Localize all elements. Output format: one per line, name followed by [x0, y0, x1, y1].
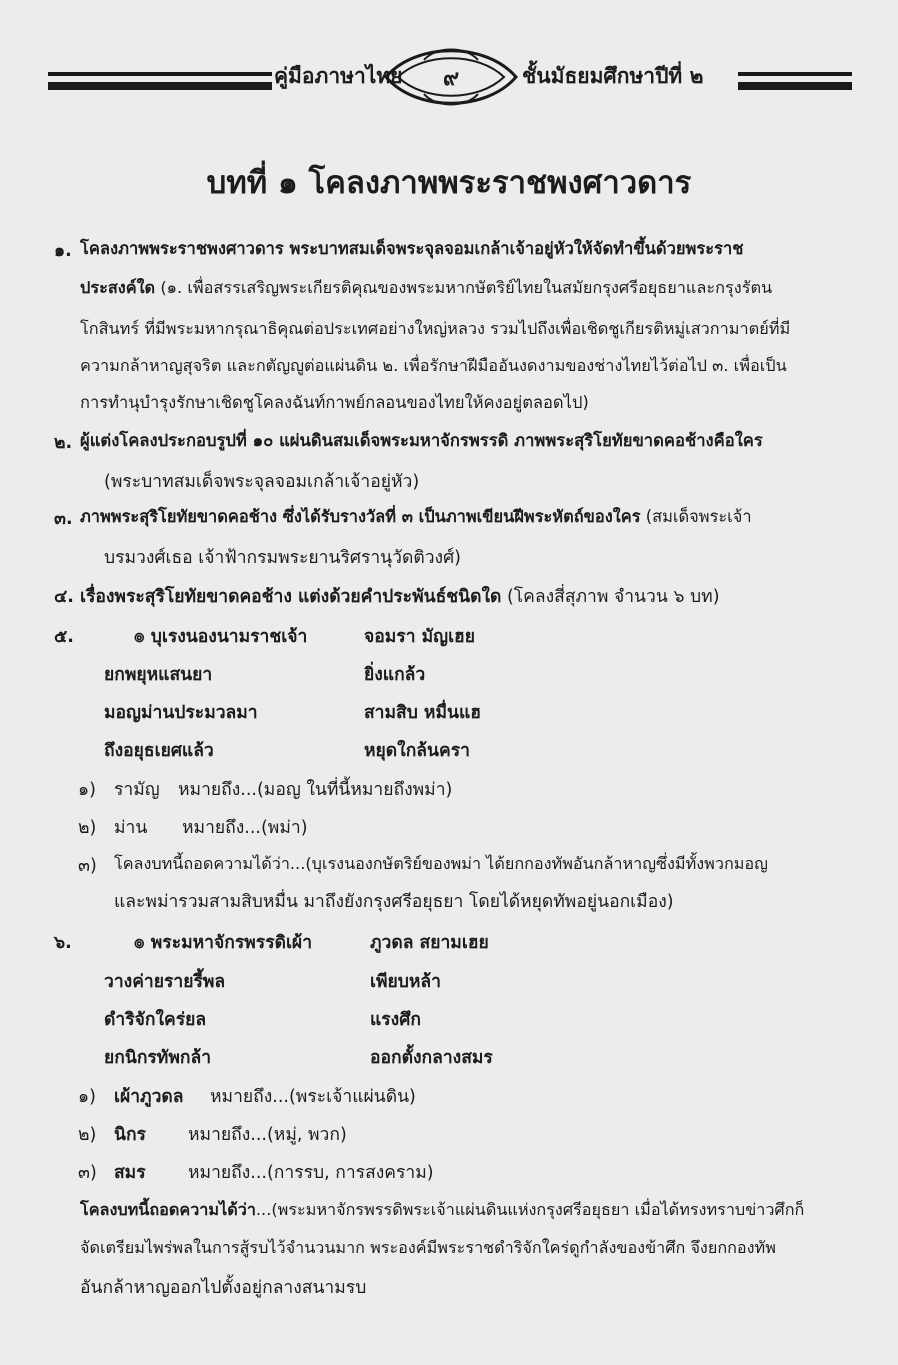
q5-poem-right-2: ยิ่งแกล้ว	[364, 665, 426, 685]
q6-item-3-num: ๓)	[78, 1163, 97, 1183]
q6-poem-right-4: ออกตั้งกลางสมร	[370, 1048, 493, 1068]
q6-poem-left-1: ๏ พระมหาจักรพรรดิเผ้า	[134, 933, 313, 953]
q3-question: ภาพพระสุริโยทัยขาดคอช้าง ซึ่งได้รับรางวัลที่ ๓ เป็นภาพเขียนฝีพระหัตถ์ของใคร	[80, 507, 641, 526]
q5-item-1-meaning: หมายถึง...(มอญ ในที่นี้หมายถึงพม่า)	[178, 780, 453, 800]
q6-poem-right-3: แรงศึก	[370, 1010, 421, 1030]
q6-item-1-word: เผ้าภูวดล	[114, 1087, 184, 1107]
header-rule-right-top	[738, 72, 852, 76]
q6-item-1-meaning: หมายถึง...(พระเจ้าแผ่นดิน)	[210, 1087, 416, 1107]
q1-answer-line-1	[80, 275, 772, 301]
header-rule-left-top	[48, 72, 272, 76]
q6-summary-line-1	[80, 1197, 804, 1223]
q6-summary-3: อันกล้าหาญออกไปตั้งอยู่กลางสนามรบ	[80, 1278, 367, 1298]
q5-poem-right-3: สามสิบ หมื่นแฮ	[364, 703, 481, 723]
q6-summary-2: จัดเตรียมไพร่พลในการสู้รบไว้จำนวนมาก พระองค์มีพระราชดำริจักใคร่ดูกำลังของข้าศึก จึงยกกองทัพ	[80, 1238, 776, 1257]
q6-num: ๖.	[54, 933, 72, 953]
chapter-title: บทที่ ๑ โคลงภาพพระราชพงศาวดาร	[206, 165, 692, 201]
q1-question-cont: ประสงค์ใด	[80, 278, 156, 297]
q4-question: เรื่องพระสุริโยทัยขาดคอช้าง แต่งด้วยคำประพันธ์ชนิดใด	[80, 587, 502, 607]
q6-item-2-num: ๒)	[78, 1125, 97, 1145]
q2-answer: (พระบาทสมเด็จพระจุลจอมเกล้าเจ้าอยู่หัว)	[104, 472, 420, 492]
q3-line-1	[80, 504, 752, 530]
q5-poem-right-1: จอมรา มัญเฮย	[364, 627, 475, 647]
q5-item-3-num: ๓)	[78, 856, 97, 876]
page-number: ๙	[442, 66, 460, 91]
q1-answer-2: โกสินทร์ ที่มีพระมหากรุณาธิคุณต่อประเทศอย่างใหญ่หลวง รวมไปถึงเพื่อเชิดชูเกียรติหมู่เสวกามาตย์ที่มี	[80, 319, 791, 338]
q6-item-3-word: สมร	[114, 1163, 146, 1183]
q5-item-2-num: ๒)	[78, 818, 97, 838]
q5-item-1-word: รามัญ	[114, 780, 160, 800]
header-left-title: คู่มือภาษาไทย	[274, 64, 403, 88]
q5-item-3-text-2: และพม่ารวมสามสิบหมื่น มาถึงยังกรุงศรีอยุธยา โดยได้หยุดทัพอยู่นอกเมือง)	[114, 892, 674, 912]
q6-poem-right-1: ภูวดล สยามเฮย	[370, 933, 489, 953]
q1-question: โคลงภาพพระราชพงศาวดาร พระบาทสมเด็จพระจุลจอมเกล้าเจ้าอยู่หัวให้จัดทำขึ้นด้วยพระราช	[80, 239, 744, 258]
q6-poem-left-4: ยกนิกรทัพกล้า	[104, 1048, 212, 1068]
q3-answer-1: (สมเด็จพระเจ้า	[640, 507, 752, 526]
q6-summary-label: โคลงบทนี้ถอดความได้ว่า	[80, 1200, 256, 1219]
q5-poem-left-3: มอญม่านประมวลมา	[104, 703, 258, 723]
q6-poem-right-2: เพียบหล้า	[370, 972, 441, 992]
q1-num: ๑.	[54, 241, 72, 261]
q4-answer: (โคลงสี่สุภาพ จำนวน ๖ บท)	[501, 587, 720, 607]
q5-poem-right-4: หยุดใกล้นครา	[364, 741, 470, 761]
q2-question: ผู้แต่งโคลงประกอบรูปที่ ๑๐ แผ่นดินสมเด็จพระมหาจักรพรรดิ ภาพพระสุริโยทัยขาดคอช้างคือใคร	[80, 431, 763, 450]
q5-poem-left-4: ถึงอยุธเยศแล้ว	[104, 741, 214, 761]
q5-item-1-num: ๑)	[78, 780, 96, 800]
q2-num: ๒.	[54, 433, 73, 453]
q6-poem-left-3: ดำริจักใคร่ยล	[104, 1010, 207, 1030]
q5-item-2-meaning: หมายถึง...(พม่า)	[182, 818, 308, 838]
q1-answer-4: การทำนุบำรุงรักษาเชิดชูโคลงฉันท์กาพย์กลอนของไทยให้คงอยู่ตลอดไป)	[80, 393, 589, 412]
q6-item-2-meaning: หมายถึง...(หมู่, พวก)	[188, 1125, 347, 1145]
q5-num: ๕.	[54, 627, 74, 647]
q6-summary-1: ...(พระมหาจักรพรรดิพระเจ้าแผ่นดินแห่งกรุงศรีอยุธยา เมื่อได้ทรงทราบข่าวศึกก็	[255, 1200, 805, 1219]
header-right-title: ชั้นมัธยมศึกษาปีที่ ๒	[522, 64, 704, 88]
q6-poem-left-2: วางค่ายรายรี้พล	[104, 972, 226, 992]
q5-poem-left-2: ยกพยุหแสนยา	[104, 665, 213, 685]
q3-answer-2: บรมวงศ์เธอ เจ้าฟ้ากรมพระยานริศรานุวัดติวงศ์)	[104, 548, 462, 568]
q6-item-3-meaning: หมายถึง...(การรบ, การสงคราม)	[188, 1163, 434, 1183]
q5-item-3-text-1: โคลงบทนี้ถอดความได้ว่า...(บุเรงนองกษัตริย์ของพม่า ได้ยกกองทัพอันกล้าหาญซึ่งมีทั้งพวกมอญ	[114, 854, 768, 873]
q4-line	[80, 582, 720, 610]
header-rule-right-bottom	[738, 82, 852, 90]
q1-answer-1: (๑. เพื่อสรรเสริญพระเกียรติคุณของพระมหากษัตริย์ไทยในสมัยกรุงศรีอยุธยาและกรุงรัตน	[155, 278, 773, 297]
q5-item-2-word: ม่าน	[114, 818, 148, 838]
header-rule-left-bottom	[48, 82, 272, 90]
q5-poem-left-1: ๏ บุเรงนองนามราชเจ้า	[134, 627, 308, 647]
q1-answer-3: ความกล้าหาญสุจริต และกตัญญูต่อแผ่นดิน ๒. เพื่อรักษาฝีมืออันงดงามของช่างไทยไว้ต่อไป ๓. เพื่อเป็น	[80, 356, 787, 375]
q3-num: ๓.	[54, 509, 73, 529]
q4-num: ๔.	[54, 587, 74, 607]
q6-item-2-word: นิกร	[114, 1125, 146, 1145]
q6-item-1-num: ๑)	[78, 1087, 96, 1107]
